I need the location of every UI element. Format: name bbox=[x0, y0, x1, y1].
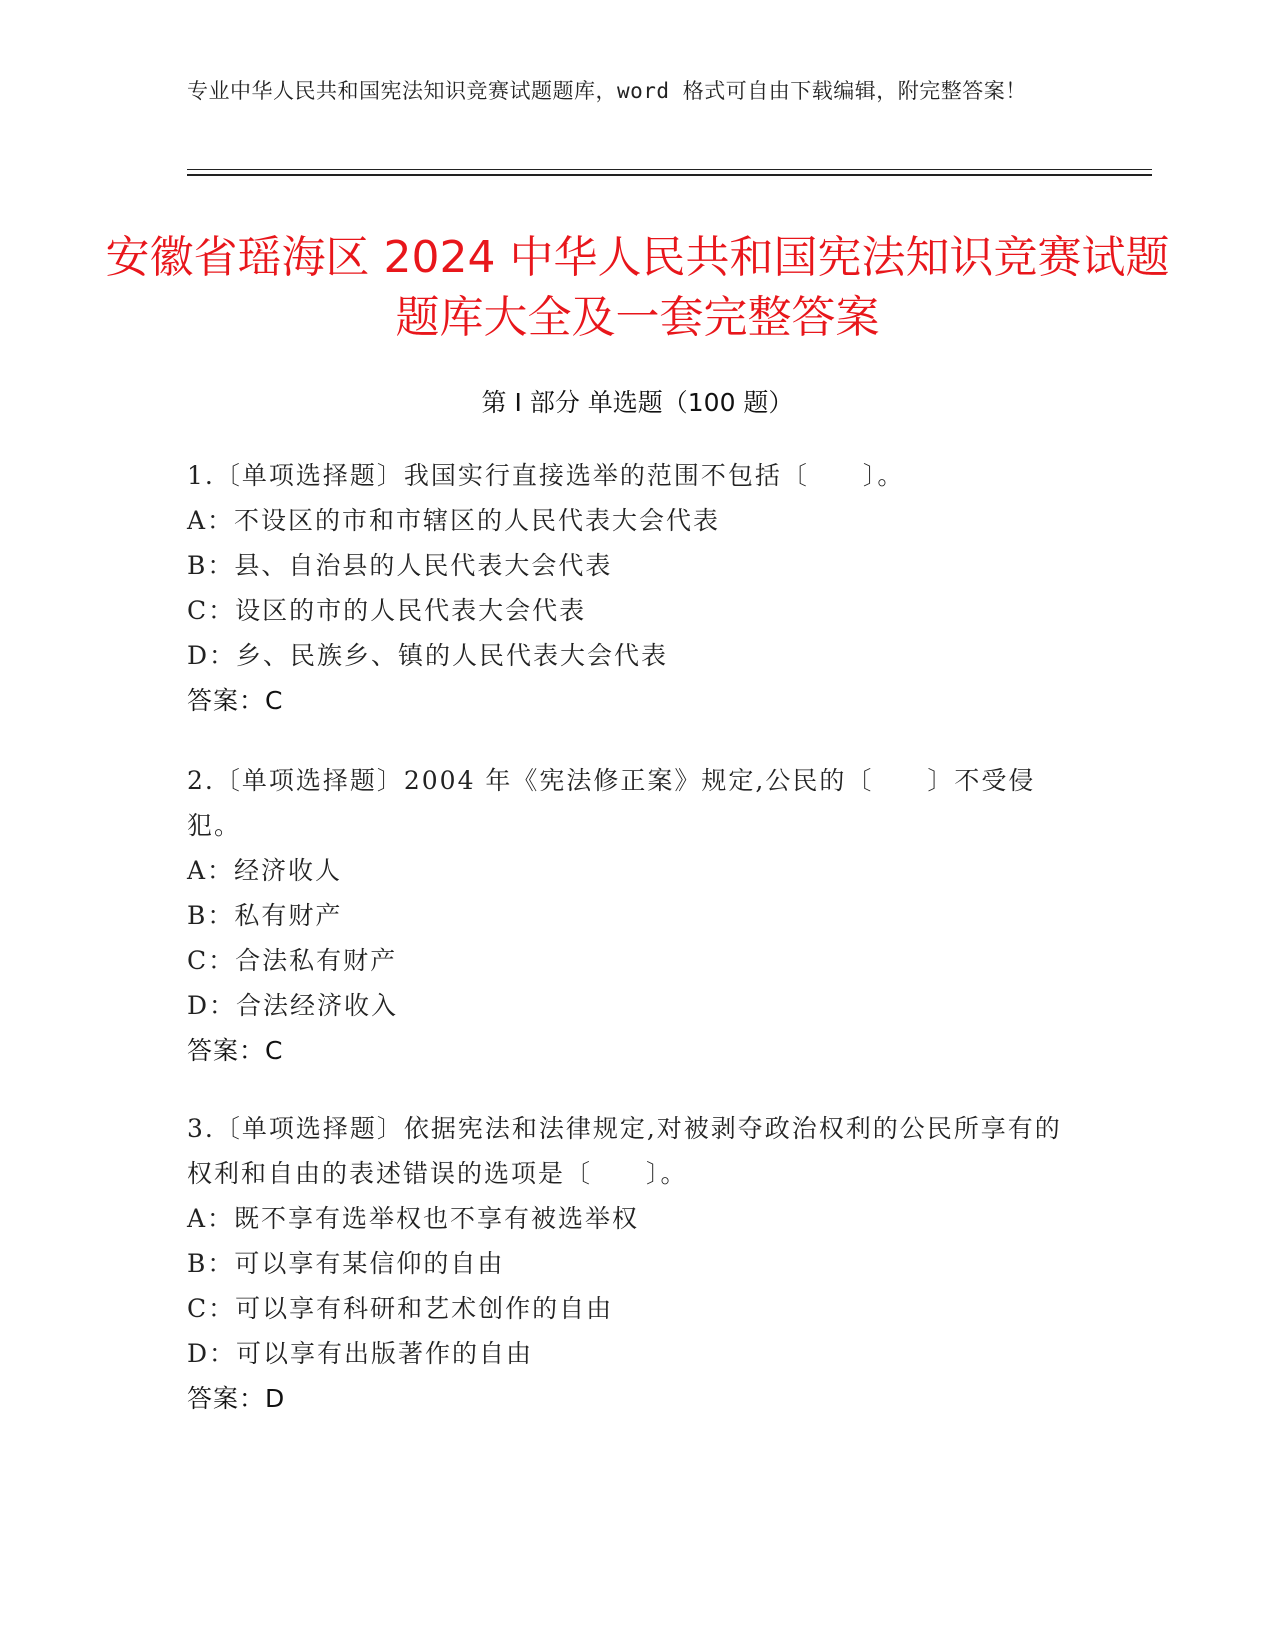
option-c: C：可以享有科研和艺术创作的自由 bbox=[187, 1294, 614, 1323]
option-c: C：合法私有财产 bbox=[187, 946, 398, 975]
answer: 答案：C bbox=[187, 686, 284, 715]
option-d: D：合法经济收入 bbox=[187, 991, 399, 1020]
option-a: A：经济收人 bbox=[187, 856, 343, 885]
header-divider-bottom bbox=[187, 174, 1152, 176]
document-title: 安徽省瑶海区 2024 中华人民共和国宪法知识竞赛试题题库大全及一套完整答案 bbox=[105, 232, 1170, 343]
question-stem: 2.〔单项选择题〕2004 年《宪法修正案》规定,公民的〔 〕不受侵犯。 bbox=[187, 766, 1036, 840]
option-a: A：不设区的市和市辖区的人民代表大会代表 bbox=[187, 506, 721, 535]
option-d: D：可以享有出版著作的自由 bbox=[187, 1339, 534, 1368]
header-note: 专业中华人民共和国宪法知识竞赛试题题库，word 格式可自由下载编辑，附完整答案！ bbox=[187, 79, 1027, 103]
option-b: B：私有财产 bbox=[187, 901, 343, 930]
option-b: B：可以享有某信仰的自由 bbox=[187, 1249, 505, 1278]
answer: 答案：C bbox=[187, 1036, 284, 1065]
option-a: A：既不享有选举权也不享有被选举权 bbox=[187, 1204, 640, 1233]
question-1 bbox=[187, 453, 1077, 723]
question-stem: 1.〔单项选择题〕我国实行直接选举的范围不包括〔 〕。 bbox=[187, 461, 905, 490]
question-3 bbox=[187, 1106, 1077, 1421]
option-c: C：设区的市的人民代表大会代表 bbox=[187, 596, 587, 625]
question-2 bbox=[187, 758, 1077, 1073]
option-b: B：县、自治县的人民代表大会代表 bbox=[187, 551, 613, 580]
header-divider-top bbox=[187, 169, 1152, 170]
section-title: 第 I 部分 单选题（100 题） bbox=[481, 388, 794, 417]
answer: 答案：D bbox=[187, 1384, 286, 1413]
question-stem: 3.〔单项选择题〕依据宪法和法律规定,对被剥夺政治权利的公民所享有的权利和自由的表述错误的选项是〔 〕。 bbox=[187, 1114, 1062, 1188]
option-d: D：乡、民族乡、镇的人民代表大会代表 bbox=[187, 641, 669, 670]
